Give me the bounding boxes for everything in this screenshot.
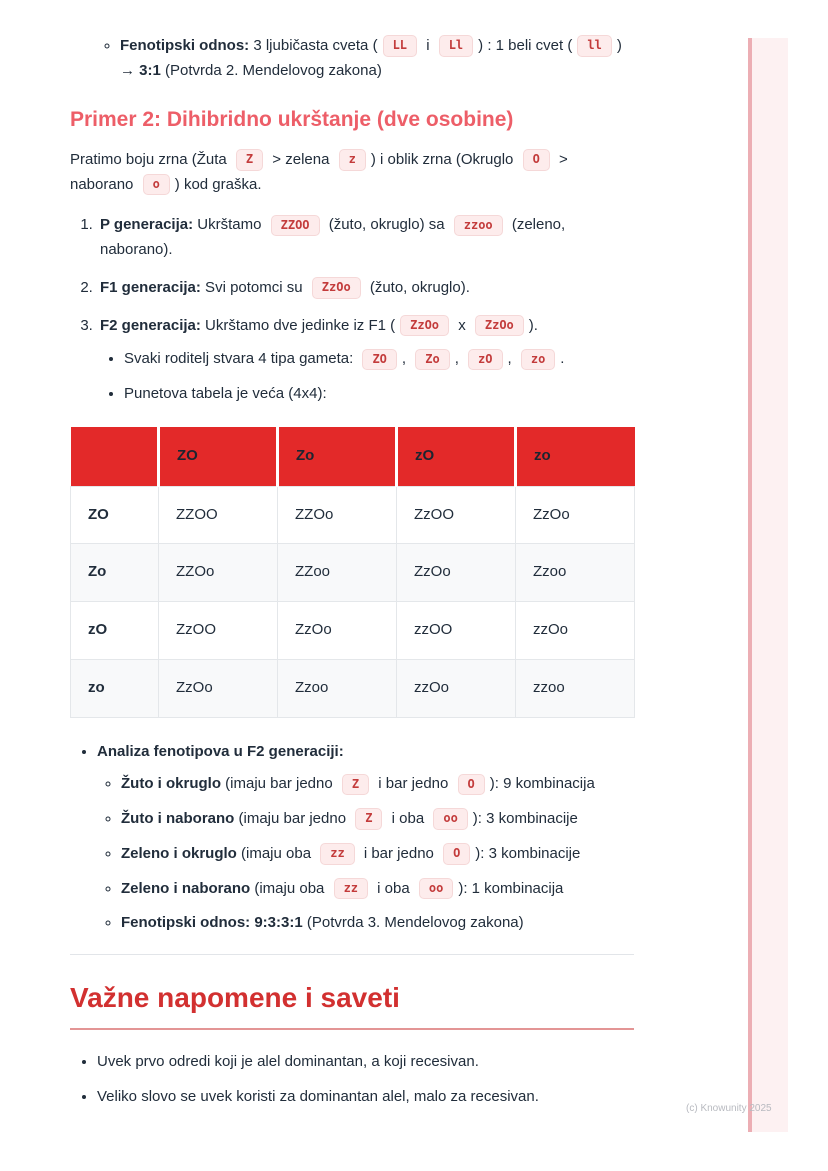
text-run: i bar jedno [374, 775, 453, 793]
analysis-title [97, 743, 344, 760]
notes-heading: Važne napomene i saveti [70, 981, 634, 1030]
genotype-chip: oo [419, 878, 453, 900]
bold-text: F1 generacija: [100, 278, 201, 296]
text-run: , [401, 350, 411, 368]
genotype-chip: Z [236, 149, 263, 171]
punnett-cell: zzoo [516, 659, 635, 717]
step-item [97, 276, 634, 301]
genotype-chip: zz [334, 878, 368, 900]
genotype-chip: O [523, 149, 550, 171]
intro-paragraph [70, 148, 634, 198]
genotype-chip: ZO [362, 349, 396, 371]
list-item [120, 34, 634, 84]
text-run: > naborano [70, 150, 568, 193]
genotype-chip: oo [433, 808, 467, 830]
punnett-cell: ZZoo [278, 544, 397, 602]
watermark-text: (c) Knowunity 2025 [686, 1103, 772, 1114]
text-run: i oba [373, 879, 414, 897]
genotype-chip: O [458, 774, 485, 796]
text-run: ) → [120, 37, 622, 79]
bold-text: P generacija: [100, 216, 194, 234]
punnett-cell: zzOO [397, 602, 516, 660]
text-run: (imaju oba [236, 844, 316, 862]
text-run: ) i oblik zrna (Okruglo [370, 150, 518, 168]
text-run: Pratimo boju zrna (Žuta [70, 150, 231, 168]
text-run: ): 9 kombinacija [489, 775, 595, 793]
bold-text: F2 generacija: [100, 316, 201, 334]
punnett-cell: zzOo [516, 602, 635, 660]
text-run: Uvek prvo odredi koji je alel dominantan, a koji recesivan. [97, 1052, 479, 1070]
genotype-chip: zz [320, 843, 354, 865]
bold-text: Analiza fenotipova u F2 generaciji: [97, 742, 344, 760]
genotype-chip: LL [383, 35, 417, 57]
text-run: (žuto, okruglo). [365, 278, 470, 296]
punnett-cell: ZZOo [159, 544, 278, 602]
genotype-chip: O [443, 843, 470, 865]
text-run: , [454, 350, 464, 368]
list-item [121, 807, 634, 832]
punnett-row [71, 486, 635, 544]
bold-text: Zeleno i okruglo [121, 844, 237, 862]
punnett-header-cell: Zo [278, 427, 397, 486]
genotype-chip: o [143, 174, 170, 196]
punnett-cell: Zzoo [278, 659, 397, 717]
genotype-chip: zzoo [454, 215, 503, 237]
text-run: (imaju oba [250, 879, 329, 897]
text-run: (žuto, okruglo) sa [324, 216, 449, 234]
list-item [121, 772, 634, 797]
punnett-table-wrap [70, 427, 634, 718]
text-run: (Potvrda 2. Mendelovog zakona) [160, 61, 382, 79]
punnett-row-label: zo [71, 659, 159, 717]
punnett-row [71, 659, 635, 717]
page-edge-bar [748, 38, 788, 1132]
text-run: (imaju bar jedno [234, 810, 351, 828]
punnett-row-label: Zo [71, 544, 159, 602]
genotype-chip: Z [342, 774, 369, 796]
punnett-table [70, 427, 635, 718]
punnett-cell: ZzOo [159, 659, 278, 717]
punnett-row [71, 602, 635, 660]
text-run: ). [528, 316, 538, 334]
text-run: i bar jedno [359, 844, 439, 862]
bold-text: Zeleno i naborano [121, 879, 251, 897]
analysis-title-item [97, 740, 634, 937]
text-run: Svi potomci su [200, 278, 307, 296]
bold-text: Žuto i okruglo [121, 775, 221, 793]
punnett-header-row [71, 427, 635, 486]
generation-steps-list [70, 213, 634, 407]
punnett-row-label: ZO [71, 486, 159, 544]
punnett-cell: ZzOO [159, 602, 278, 660]
text-run: . [560, 350, 565, 368]
text-run: i [422, 37, 434, 54]
list-item [97, 1085, 634, 1110]
list-item [124, 347, 634, 372]
punnett-cell: ZzOo [397, 544, 516, 602]
text-run: (zeleno, naborano). [100, 216, 566, 259]
punnett-cell: ZZOo [278, 486, 397, 544]
text-run: 3 ljubičasta cveta ( [249, 37, 378, 54]
text-run: Ukrštamo [193, 216, 266, 234]
step-item [97, 314, 634, 407]
step-sublist [100, 347, 634, 407]
list-item [121, 877, 634, 902]
list-item [124, 382, 634, 407]
step-item [97, 213, 634, 263]
punnett-header-cell: ZO [159, 427, 278, 486]
genotype-chip: ZzOo [400, 315, 449, 337]
text-run: i oba [387, 810, 429, 828]
text-run: ) : 1 beli cvet ( [478, 37, 573, 54]
bold-text: Fenotipski odnos: 9:3:3:1 [121, 914, 303, 932]
punnett-cell: zzOo [397, 659, 516, 717]
punnett-row-label: zO [71, 602, 159, 660]
text-run: Ukrštamo dve jedinke iz F1 ( [200, 316, 396, 334]
text-run: > zelena [268, 150, 334, 168]
text-run: Svaki roditelj stvara 4 tipa gameta: [124, 350, 358, 368]
genotype-chip: zo [521, 349, 555, 371]
list-item [121, 911, 634, 936]
text-run: ) kod graška. [174, 175, 262, 193]
text-run: ): 1 kombinacija [458, 879, 564, 897]
document-content [70, 0, 634, 1121]
text-run: Punetova tabela je veća (4x4): [124, 385, 327, 403]
text-run: (imaju bar jedno [220, 775, 337, 793]
text-run: (Potvrda 3. Mendelovog zakona) [302, 914, 524, 932]
punnett-cell: ZZOO [159, 486, 278, 544]
punnett-cell: ZzOO [397, 486, 516, 544]
analysis-sublist [97, 772, 634, 936]
section-divider [70, 954, 634, 955]
punnett-header-cell: zO [397, 427, 516, 486]
genotype-chip: ZzOo [312, 277, 361, 299]
bold-text: Fenotipski odnos: [120, 37, 250, 54]
section-heading-primer2: Primer 2: Dihibridno ukrštanje (dve osobine) [70, 107, 514, 131]
punnett-header-cell: zo [516, 427, 635, 486]
text-run: ): 3 kombinacije [475, 844, 581, 862]
text-run: Veliko slovo se uvek koristi za dominantan alel, malo za recesivan. [97, 1088, 539, 1106]
genotype-chip: Ll [439, 35, 473, 57]
list-item [121, 842, 634, 867]
text-run: , [507, 350, 516, 368]
text-run: x [454, 316, 470, 334]
punnett-header-cell [71, 427, 159, 486]
punnett-cell: ZzOo [516, 486, 635, 544]
punnett-cell: ZzOo [278, 602, 397, 660]
punnett-cell: Zzoo [516, 544, 635, 602]
genotype-chip: ll [577, 35, 611, 57]
genotype-chip: zO [468, 349, 502, 371]
bold-text: Žuto i naborano [121, 810, 235, 828]
bold-text: 3:1 [139, 61, 161, 79]
text-run: ): 3 kombinacije [472, 810, 578, 828]
notes-list [70, 1050, 634, 1111]
genotype-chip: Z [355, 808, 382, 830]
list-item [97, 1050, 634, 1075]
genotype-chip: z [339, 149, 366, 171]
punnett-row [71, 544, 635, 602]
genotype-chip: Zo [415, 349, 449, 371]
analysis-list [70, 740, 634, 937]
genotype-chip: ZZOO [271, 215, 320, 237]
phenotype-ratio-list [70, 34, 634, 84]
genotype-chip: ZzOo [475, 315, 524, 337]
